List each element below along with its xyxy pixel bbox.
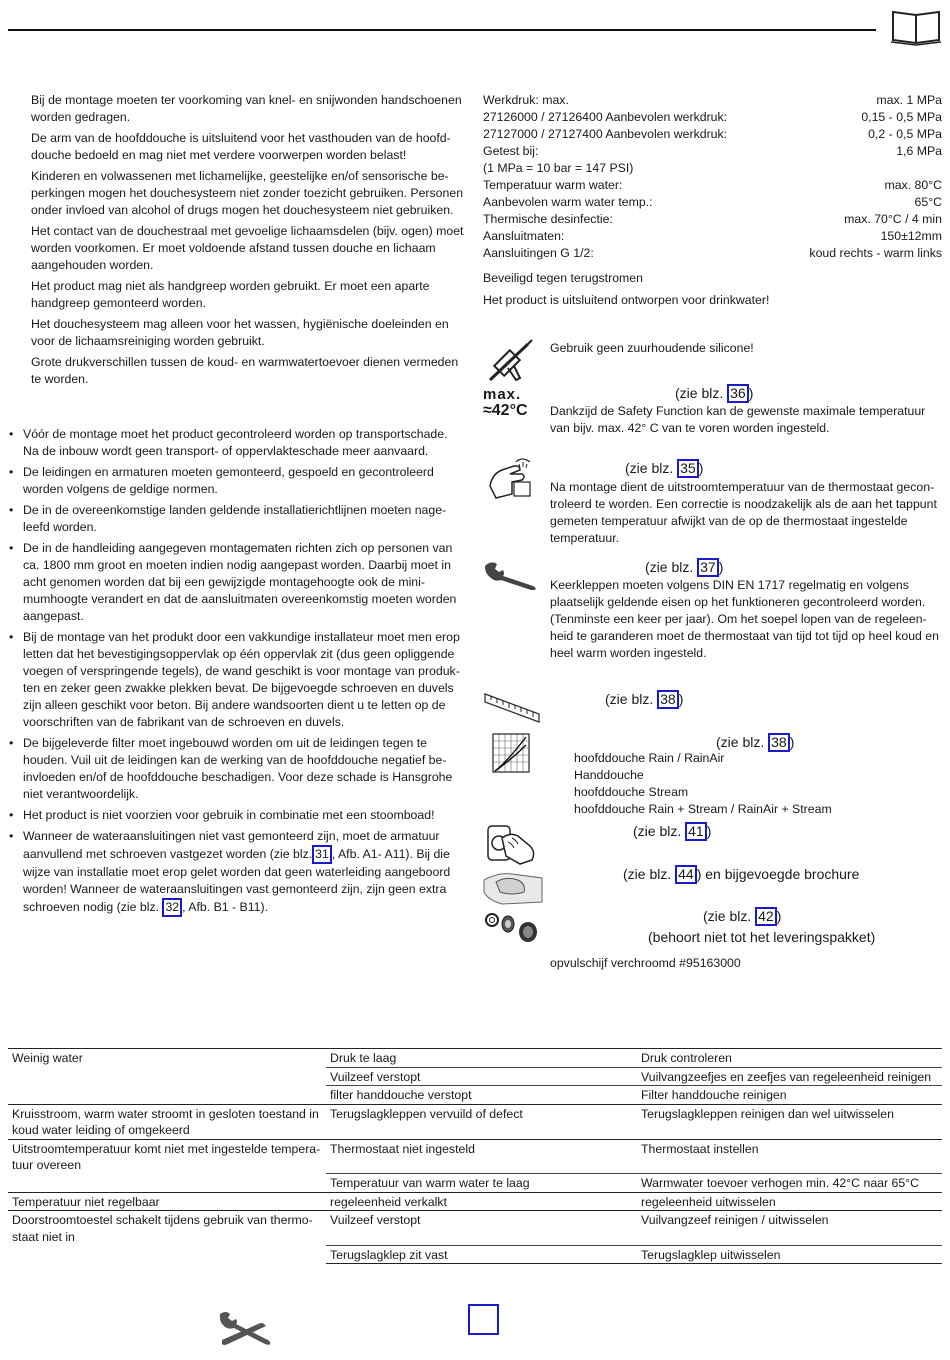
spec-label: Aansluitmaten:: [483, 229, 565, 243]
table-row: [8, 1139, 942, 1174]
paragraph: Grote drukverschillen tussen de koud- en warmwatertoevoer dienen vermeden te worden.: [31, 355, 459, 386]
page-ref-link[interactable]: 42: [755, 907, 777, 926]
max-label: max.: [483, 386, 522, 403]
section-ref: [645, 558, 723, 577]
solution-cell: Filter handdouche reinigen: [637, 1086, 942, 1105]
safety-text: Dankzijd de Safety Function kan de gewenste maximale temperatuur van bijv. max. 42° C van te voren worden ingesteld.: [550, 404, 926, 435]
paragraph: De arm van de hoofddouche is uitsluitend voor het vasthouden van de hoofd-douche bedoeld en mag niet met verdere voorwerpen worden belast!: [31, 131, 451, 162]
page-ref-box[interactable]: [468, 1304, 499, 1335]
table-row: [8, 1192, 942, 1211]
spec-value: max. 80°C: [884, 178, 942, 192]
table-row: [8, 1211, 942, 1246]
section-ref: [605, 690, 683, 709]
list-item: hoofddouche Stream: [574, 785, 689, 799]
problem-cell: [8, 1245, 326, 1264]
silicone-text: Gebruik geen zuurhoudende silicone!: [550, 341, 754, 355]
flow-graph-icon: [492, 733, 530, 773]
page-ref-link[interactable]: 44: [675, 865, 697, 884]
cause-cell: Thermostaat niet ingesteld: [326, 1139, 637, 1174]
table-row: [8, 1049, 942, 1068]
solution-cell: Warmwater toevoer verhogen min. 42°C naar 65°C: [637, 1174, 942, 1193]
parts-icon: [484, 908, 544, 944]
spec-label: Thermische desinfectie:: [483, 212, 613, 226]
text: ): [706, 823, 712, 839]
spec-row: [483, 160, 942, 177]
cleaning-hand-icon: [482, 866, 544, 906]
spec-value: 1,6 MPa: [896, 144, 942, 158]
solution-cell: Terugslagkleppen reinigen dan wel uitwisselen: [637, 1104, 942, 1139]
ruler-icon: [483, 688, 541, 724]
bullet-item: • Bij de montage van het produkt door een vakkundige installateur moet men erop letten dat het bevestigingsoppervlak op één oppervlak zit (dus geen opliggende voegen of verspringende tegels), de wand geschikt is voor montage van produk-ten en zeker geen zwakke plekken bevat. De bijgevoegde schroeven en duvels zijn alleen geschikt voor beton. Bij andere wandsoorten dient u te letten op de voorschriften van de fabrikant van de schroeven en duvels.: [8, 629, 465, 731]
technical-data: [483, 92, 942, 309]
calib-text: Na montage dient de uitstroomtemperatuur van de thermostaat gecon-troleerd te worden. Een correctie is noodzakelijk als de aan het tappunt gemeten temperatuur afwijkt van de op de thermostaat ingestelde temperatuur.: [550, 480, 937, 545]
text: (zie blz.: [645, 559, 694, 575]
list-item: Handdouche: [574, 768, 644, 782]
problem-cell: Weinig water: [8, 1049, 326, 1068]
bullet-item: • De in de handleiding aangegeven montagematen richten zich op personen van ca. 1800 mm groot en moeten indien nodig aangepast worden. Daarbij moet in acht genomen worden dat bij een gewijzigde montagehoogte ook de mini-mumhoogte verandert en dat de aansluitmaten overeenkomstig moeten worden aangepast.: [8, 540, 465, 625]
bullet-item: • De leidingen en armaturen moeten gemonteerd, gespoeld en gecontroleerd worden volgens de geldige normen.: [8, 464, 465, 498]
temp-limit-icon: ≈42°C: [483, 402, 528, 419]
text: (zie blz.: [623, 866, 672, 882]
spec-row: [483, 109, 942, 126]
solution-cell: Terugslagklep uitwisselen: [637, 1245, 942, 1264]
problem-cell: [8, 1067, 326, 1086]
troubleshooting-table: [8, 1048, 942, 1264]
installation-bullets: [8, 426, 465, 921]
text: (zie blz.: [716, 734, 765, 750]
page-ref-link[interactable]: 41: [685, 822, 707, 841]
problem-cell: Doorstroomtoestel schakelt tijdens gebruik van thermo-staat niet in: [8, 1211, 326, 1246]
section-ref: [703, 907, 781, 926]
spec-label: (1 MPa = 10 bar = 147 PSI): [483, 161, 634, 175]
bullet-item: • Vóór de montage moet het product gecontroleerd worden op transportschade. Na de inbouw wordt geen transport- of oppervlakteschade meer aanvaard.: [8, 426, 465, 460]
cause-cell: Temperatuur van warm water te laag: [326, 1174, 637, 1193]
problem-cell: [8, 1174, 326, 1193]
text: ): [678, 691, 684, 707]
paragraph: Bij de montage moeten ter voorkoming van knel- en snijwonden handschoenen worden gedragen.: [31, 93, 462, 124]
page-ref-link[interactable]: 35: [677, 459, 699, 478]
cause-cell: regeleenheid verkalkt: [326, 1192, 637, 1211]
text: (zie blz.: [605, 691, 654, 707]
solution-cell: Vuilvangzeefjes en zeefjes van regeleenheid reinigen: [637, 1067, 942, 1086]
problem-cell: Temperatuur niet regelbaar: [8, 1192, 326, 1211]
solution-cell: Vuilvangzeef reinigen / uitwisselen: [637, 1211, 942, 1246]
silicone-gun-icon: [486, 338, 534, 384]
flow-list: [574, 750, 832, 818]
problem-cell: Uitstroomtemperatuur komt niet met ingestelde tempera-tuur overeen: [8, 1139, 326, 1174]
spec-label: Temperatuur warm water:: [483, 178, 623, 192]
problem-cell: [8, 1086, 326, 1105]
accessory-item: opvulschijf verchroomd #95163000: [550, 956, 741, 970]
spec-value: 65°C: [914, 195, 942, 209]
spec-label: Getest bij:: [483, 144, 539, 158]
page-ref-link[interactable]: 38: [657, 690, 679, 709]
solution-cell: Thermostaat instellen: [637, 1139, 942, 1174]
spec-value: max. 1 MPa: [876, 93, 942, 107]
spec-value: 0,15 - 0,5 MPa: [861, 110, 942, 124]
paragraph: Kinderen en volwassenen met lichamelijke, geestelijke en/of sensorische be-perkingen mogen het douchesysteem niet zonder toezicht gebruiken. Personen onder invloed van alcohol of drugs mogen het douchesysteem niet gebruiken.: [31, 169, 464, 217]
text: (zie blz.: [703, 908, 752, 924]
paragraph: Het product mag niet als handgreep worden gebruikt. Er moet een aparte handgreep gemonteerd worden.: [31, 279, 430, 310]
thermometer-hand-icon: [486, 456, 538, 500]
solution-cell: regeleenheid uitwisselen: [637, 1192, 942, 1211]
spec-label: Aansluitingen G 1/2:: [483, 246, 594, 260]
spec-value: koud rechts - warm links: [809, 246, 942, 260]
spec-label: Werkdruk: max.: [483, 93, 569, 107]
section-ref: [675, 384, 753, 403]
spec-label: 27127000 / 27127400 Aanbevolen werkdruk:: [483, 127, 728, 141]
text: ): [698, 460, 704, 476]
problem-cell: Kruisstroom, warm water stroomt in gesloten toestand in koud water leiding of omgekeerd: [8, 1104, 326, 1139]
spec-value: max. 70°C / 4 min: [844, 212, 942, 226]
bullet-item: • Het product is niet voorzien voor gebruik in combinatie met een stoomboad!: [8, 807, 465, 824]
header-rule: [8, 29, 876, 31]
solution-cell: Druk controleren: [637, 1049, 942, 1068]
accessory-note: (behoort niet tot het leveringspakket): [648, 929, 876, 945]
text: , Afb. A1- A11). Bij die wijze van installatie moet erop gelet worden dat geen waterleiding aangeboord worden! Wanneer de wateraansluitingen vast gemonteerd zijn, zijn geen extra schroeven nodig (zie blz.: [23, 847, 451, 914]
spec-row: [483, 194, 942, 211]
text: ) en bijgevoegde brochure: [696, 866, 860, 882]
text: ): [718, 559, 724, 575]
tools-icon: [218, 1310, 274, 1348]
spec-row: [483, 177, 942, 194]
page-ref-link[interactable]: 38: [768, 733, 790, 752]
text: ): [789, 734, 795, 750]
safety-paragraphs: [31, 92, 467, 392]
maint-text: Keerkleppen moeten volgens DIN EN 1717 regelmatig en volgens plaatselijk geldende eisen op het funktioneren gecontroleerd worden. (Tenminste een keer per jaar). Om het soepel lopen van de regeleen-heid te garanderen moet de thermostaat van tijd tot tijd op heel koud en heel warm worden ingesteld.: [550, 578, 939, 660]
table-row: [8, 1104, 942, 1139]
spec-row: [483, 92, 942, 109]
cause-cell: Druk te laag: [326, 1049, 637, 1068]
spec-row: [483, 211, 942, 228]
section-ref: [625, 459, 703, 478]
text: , Afb. B1 - B11).: [182, 900, 269, 914]
section-ref: [633, 822, 711, 841]
wrench-icon: [483, 560, 539, 590]
section-ref: [623, 865, 859, 884]
text: (zie blz.: [625, 460, 674, 476]
cause-cell: Vuilzeef verstopt: [326, 1211, 637, 1246]
spec-label: Aanbevolen warm water temp.:: [483, 195, 653, 209]
spec-label: 27126000 / 27126400 Aanbevolen werkdruk:: [483, 110, 728, 124]
text: (zie blz.: [675, 385, 724, 401]
page-ref-link[interactable]: 32: [162, 898, 182, 917]
list-item: hoofddouche Rain / RainAir: [574, 751, 725, 765]
spec-value: 150±12mm: [880, 229, 942, 243]
page-ref-link[interactable]: 36: [727, 384, 749, 403]
book-icon: [889, 8, 943, 46]
spec-row: [483, 126, 942, 143]
table-row: [8, 1067, 942, 1086]
text: (zie blz.: [633, 823, 682, 839]
cause-cell: filter handdouche verstopt: [326, 1086, 637, 1105]
table-row: [8, 1174, 942, 1193]
table-row: [8, 1245, 942, 1264]
bullet-item: • De in de overeenkomstige landen geldende installatierichtlijnen moeten nage-leefd worden.: [8, 502, 465, 536]
bullet-item: • De bijgeleverde filter moet ingebouwd worden om uit de leidingen tegen te houden. Vuil uit de leidingen kan de werking van de hoofddouche negatief be-invloeden en/of de hoofddouche beschadigen. Voor deze schade is Hansgrohe niet verantwoordelijk.: [8, 735, 465, 803]
page-ref-link[interactable]: 31: [312, 845, 332, 864]
spec-note: Beveiligd tegen terugstromen: [483, 271, 643, 285]
cause-cell: Terugslagklep zit vast: [326, 1245, 637, 1264]
table-row: [8, 1086, 942, 1105]
spec-note: Het product is uitsluitend ontworpen voor drinkwater!: [483, 293, 770, 307]
paragraph: Het douchesysteem mag alleen voor het wassen, hygiënische doeleinden en voor de lichaamsreiniging worden gebruikt.: [31, 317, 449, 348]
text: ): [748, 385, 754, 401]
text: ): [776, 908, 782, 924]
list-item: hoofddouche Rain + Stream / RainAir + Stream: [574, 802, 832, 816]
cause-cell: Terugslagkleppen vervuild of defect: [326, 1104, 637, 1139]
bullet-item: [8, 828, 465, 917]
spec-row: [483, 143, 942, 160]
text: Wanneer de wateraansluitingen niet vast gemonteerd zijn, moet de armatuur aanvullend met schroeven vastgezet worden (zie blz.: [23, 829, 440, 861]
spec-value: 0,2 - 0,5 MPa: [868, 127, 942, 141]
spec-row: [483, 228, 942, 245]
knob-hand-icon: [486, 822, 538, 866]
spec-row: [483, 245, 942, 262]
paragraph: Het contact van de douchestraal met gevoelige lichaamsdelen (bijv. ogen) moet worden voorkomen. Er moet voldoende afstand tussen douche en lichaam aangehouden worden.: [31, 224, 464, 272]
page-ref-link[interactable]: 37: [697, 558, 719, 577]
cause-cell: Vuilzeef verstopt: [326, 1067, 637, 1086]
